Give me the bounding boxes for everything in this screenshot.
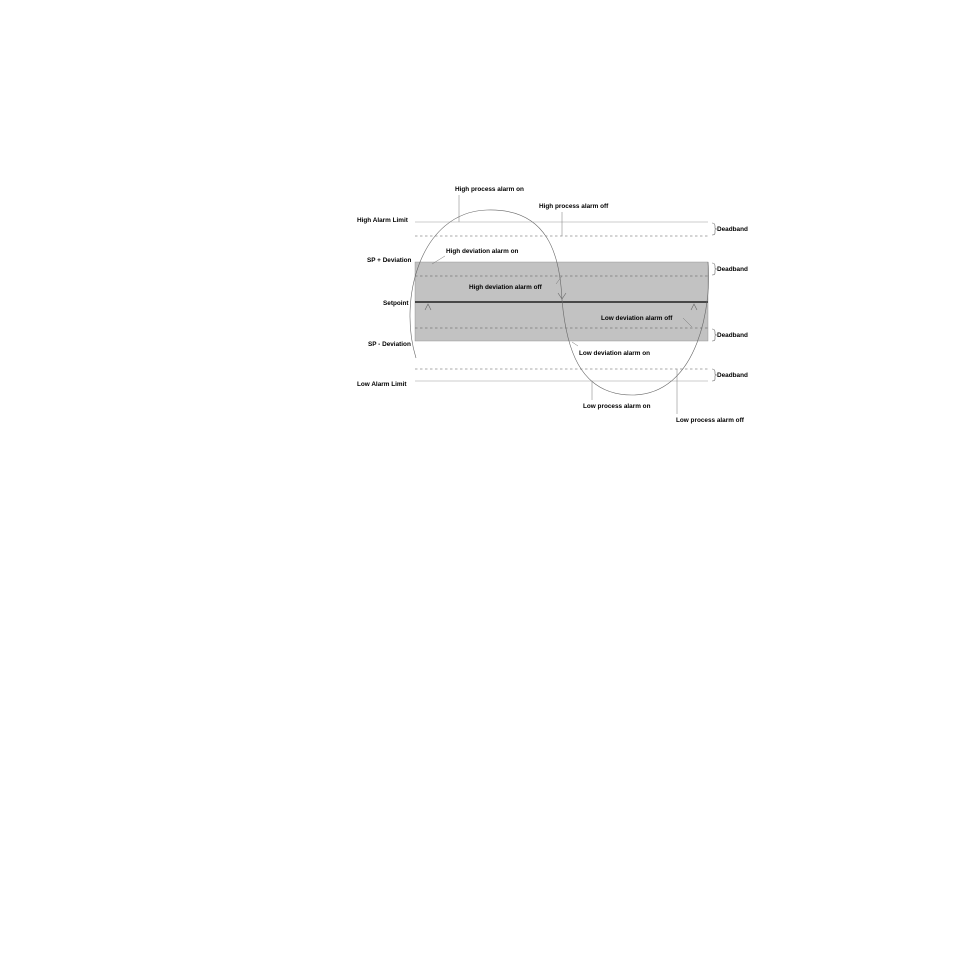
- low-deviation-alarm-on-label: Low deviation alarm on: [579, 350, 651, 357]
- low-process-alarm-off-label: Low process alarm off: [676, 417, 744, 424]
- high-alarm-limit-label: High Alarm Limit: [357, 217, 408, 224]
- high-process-alarm-off-label: High process alarm off: [539, 203, 609, 210]
- deadband-label: Deadband: [717, 226, 748, 233]
- deadband-label: Deadband: [717, 372, 748, 379]
- low-process-alarm-on-label: Low process alarm on: [583, 403, 651, 410]
- deadband-label: Deadband: [717, 332, 748, 339]
- sp-plus-deviation-label: SP + Deviation: [367, 257, 412, 264]
- deadband-label: Deadband: [717, 266, 748, 273]
- sp-minus-deviation-label: SP - Deviation: [368, 341, 411, 348]
- low-deviation-alarm-on-leader: [572, 342, 578, 346]
- high-deviation-alarm-off-label: High deviation alarm off: [469, 284, 542, 291]
- high-deviation-alarm-on-label: High deviation alarm on: [446, 248, 519, 255]
- low-deviation-alarm-off-label: Low deviation alarm off: [601, 315, 673, 322]
- setpoint-label: Setpoint: [383, 300, 409, 307]
- low-alarm-limit-label: Low Alarm Limit: [357, 381, 407, 388]
- high-process-alarm-on-label: High process alarm on: [455, 186, 524, 193]
